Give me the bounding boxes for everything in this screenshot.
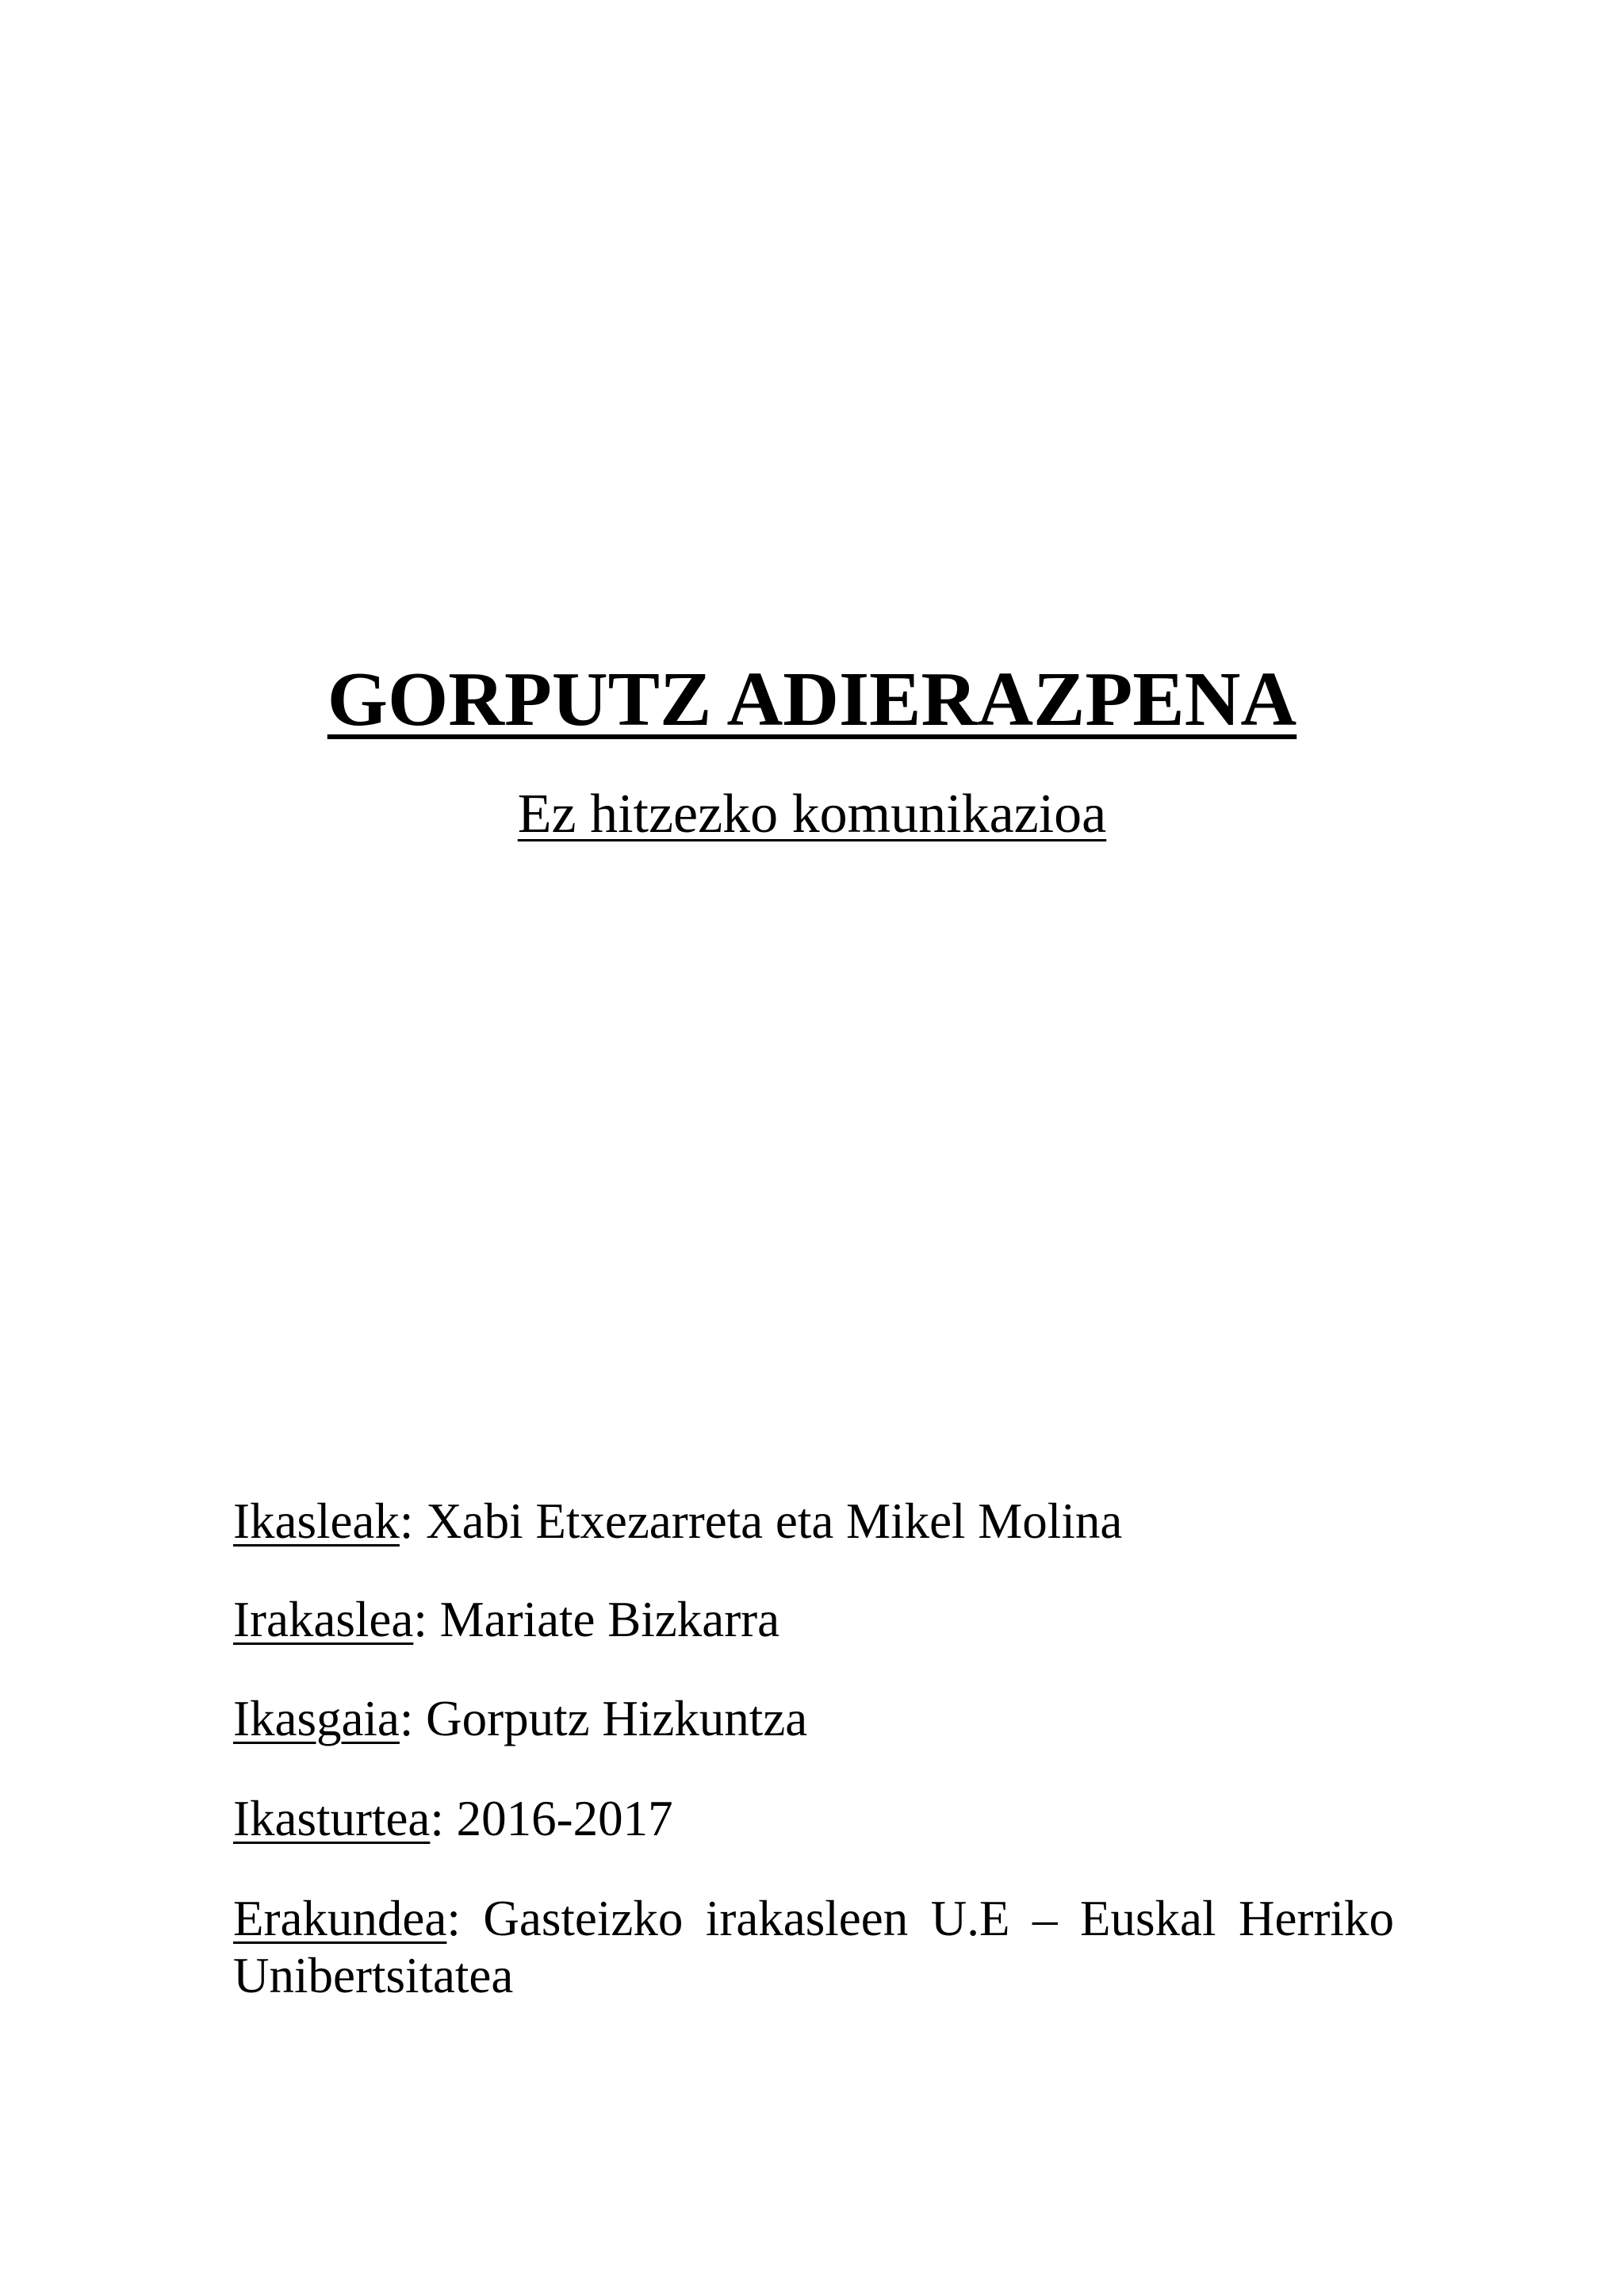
teacher-value: Mariate Bizkarra [439,1592,780,1647]
students-label: Ikasleak [233,1493,400,1549]
academic-year-separator: : [430,1791,457,1846]
students-line [233,1493,1394,1550]
academic-year-label: Ikasturtea [233,1791,431,1846]
document-title: GORPUTZ ADIERAZPENA [327,657,1297,742]
teacher-separator: : [413,1592,440,1647]
institution-label: Erakundea [233,1891,447,1946]
institution-value: Gasteizko irakasleen U.E – Euskal Herriko Unibertsitatea [233,1891,1394,2003]
students-value: Xabi Etxezarreta eta Mikel Molina [426,1493,1123,1549]
subject-value: Gorputz Hizkuntza [426,1691,808,1746]
students-separator: : [399,1493,427,1549]
teacher-label: Irakaslea [233,1592,414,1647]
subject-line [233,1690,1394,1747]
institution-separator: : [446,1891,484,1946]
institution-line [233,1890,1394,2004]
subject-separator: : [399,1691,427,1746]
document-subtitle: Ez hitzezko komunikazioa [517,784,1107,845]
teacher-line [233,1591,1394,1648]
academic-year-line [233,1790,1394,1847]
academic-year-value: 2016-2017 [456,1791,673,1846]
subject-label: Ikasgaia [233,1691,400,1746]
